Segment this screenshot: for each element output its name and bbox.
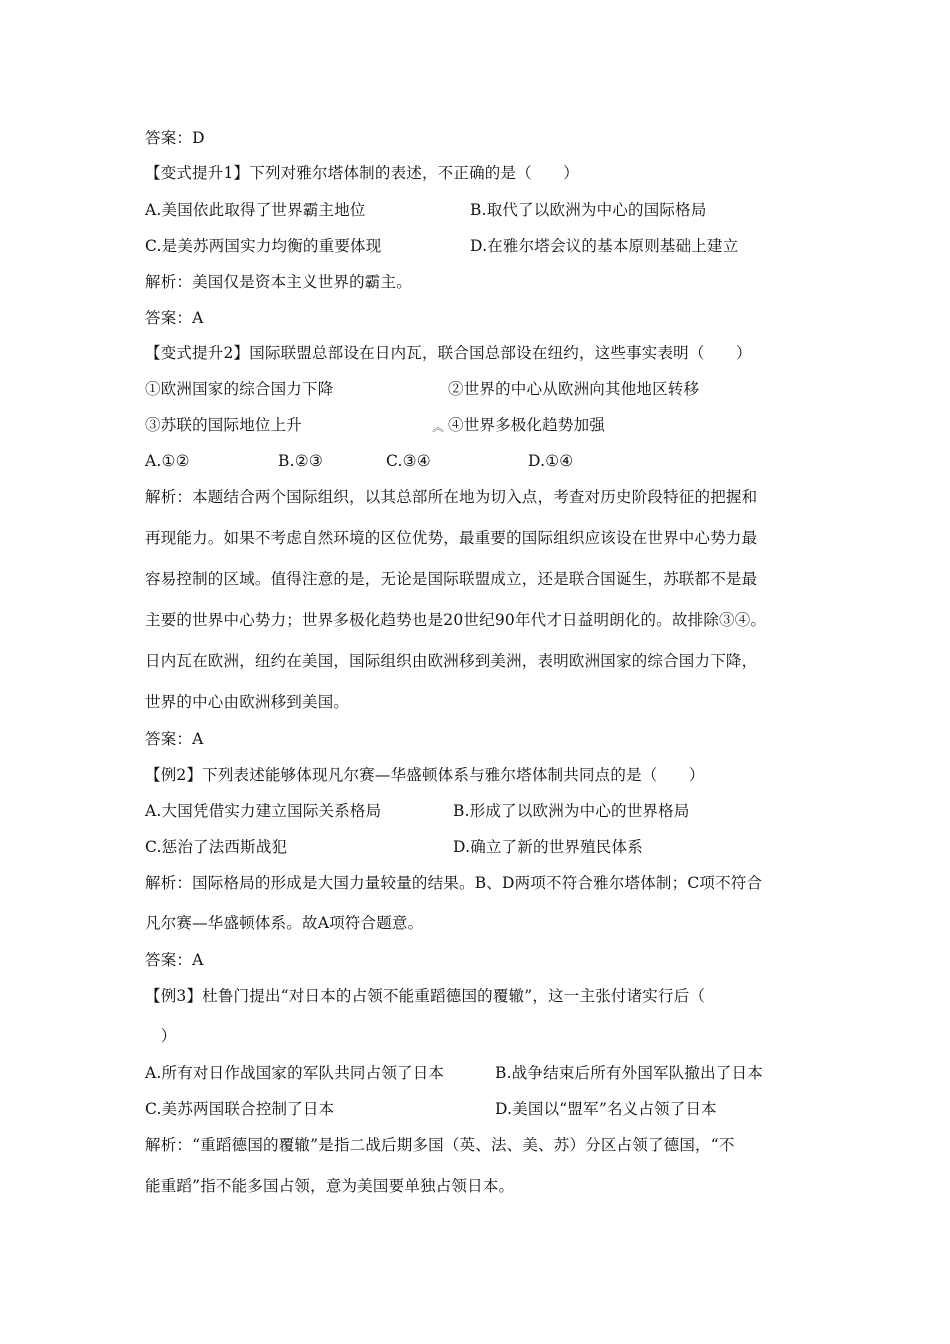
answer-line: 答案：D xyxy=(145,129,205,147)
option-c: C.美苏两国联合控制了日本 xyxy=(145,1100,335,1118)
explanation-line: 再现能力。如果不考虑自然环境的区位优势，最重要的国际组织应该设在世界中心势力最 xyxy=(145,529,758,547)
question-example-3: 【例3】杜鲁门提出“对日本的占领不能重蹈德国的覆辙”，这一主张付诸实行后（ xyxy=(145,987,706,1005)
statements-row xyxy=(145,415,606,435)
explanation-line: 解析：本题结合两个国际组织，以其总部所在地为切入点，考查对历史阶段特征的把握和 xyxy=(145,488,758,506)
explanation-line: 解析：美国仅是资本主义世界的霸主。 xyxy=(145,273,412,291)
option-d: D.在雅尔塔会议的基本原则基础上建立 xyxy=(470,237,739,255)
question-example-2: 【例2】下列表述能够体现凡尔赛—华盛顿体系与雅尔塔体制共同点的是（ ） xyxy=(145,766,705,784)
option-a: A.①② xyxy=(145,452,190,470)
explanation-line: 解析：“重蹈德国的覆辙”是指二战后期多国（英、法、美、苏）分区占领了德国，“不 xyxy=(145,1136,735,1154)
option-c: C.③④ xyxy=(386,452,431,470)
statement-4: ④世界多极化趋势加强 xyxy=(448,416,606,434)
explanation-line: 日内瓦在欧洲，纽约在美国，国际组织由欧洲移到美洲，表明欧洲国家的综合国力下降， xyxy=(145,652,758,670)
options-row xyxy=(145,200,707,220)
question-variant-1: 【变式提升1】下列对雅尔塔体制的表述，不正确的是（ ） xyxy=(145,164,579,182)
option-b: B.②③ xyxy=(278,452,323,470)
question-example-3-continued: ） xyxy=(145,1027,177,1045)
options-row xyxy=(145,1063,763,1083)
option-a: A.美国依此取得了世界霸主地位 xyxy=(145,201,366,219)
answer-line: 答案：A xyxy=(145,730,204,748)
answer-line: 答案：A xyxy=(145,951,204,969)
option-b: B.战争结束后所有外国军队撤出了日本 xyxy=(495,1064,763,1082)
option-d: D.确立了新的世界殖民体系 xyxy=(453,838,643,856)
statement-1: ①欧洲国家的综合国力下降 xyxy=(145,380,334,398)
question-variant-2: 【变式提升2】国际联盟总部设在日内瓦，联合国总部设在纽约，这些事实表明（ ） xyxy=(145,344,752,362)
options-row xyxy=(145,236,739,256)
options-row xyxy=(145,837,643,857)
options-row xyxy=(145,801,690,821)
statement-3: ③苏联的国际地位上升 xyxy=(145,416,303,434)
explanation-line: 解析：国际格局的形成是大国力量较量的结果。B、D两项不符合雅尔塔体制；C项不符合 xyxy=(145,874,763,892)
option-d: D.①④ xyxy=(528,452,574,470)
statements-row xyxy=(145,379,700,399)
option-a: A.大国凭借实力建立国际关系格局 xyxy=(145,802,382,820)
explanation-line: 容易控制的区域。值得注意的是，无论是国际联盟成立，还是联合国诞生，苏联都不是最 xyxy=(145,570,758,588)
option-b: B.取代了以欧洲为中心的国际格局 xyxy=(470,201,707,219)
option-d: D.美国以“盟军”名义占领了日本 xyxy=(495,1100,717,1118)
explanation-line: 凡尔赛—华盛顿体系。故A项符合题意。 xyxy=(145,914,424,932)
options-row xyxy=(145,451,574,471)
option-c: C.是美苏两国实力均衡的重要体现 xyxy=(145,237,382,255)
statement-2: ②世界的中心从欧洲向其他地区转移 xyxy=(448,380,700,398)
options-row xyxy=(145,1099,717,1119)
explanation-line: 主要的世界中心势力；世界多极化趋势也是20世纪90年代才日益明朗化的。故排除③④。 xyxy=(145,611,767,629)
option-b: B.形成了以欧洲为中心的世界格局 xyxy=(453,802,690,820)
caret-mark-icon: ︽ xyxy=(432,420,445,434)
option-c: C.惩治了法西斯战犯 xyxy=(145,838,288,856)
explanation-line: 能重蹈”指不能多国占领，意为美国要单独占领日本。 xyxy=(145,1177,515,1195)
explanation-line: 世界的中心由欧洲移到美国。 xyxy=(145,693,350,711)
option-a: A.所有对日作战国家的军队共同占领了日本 xyxy=(145,1064,445,1082)
answer-line: 答案：A xyxy=(145,309,204,327)
